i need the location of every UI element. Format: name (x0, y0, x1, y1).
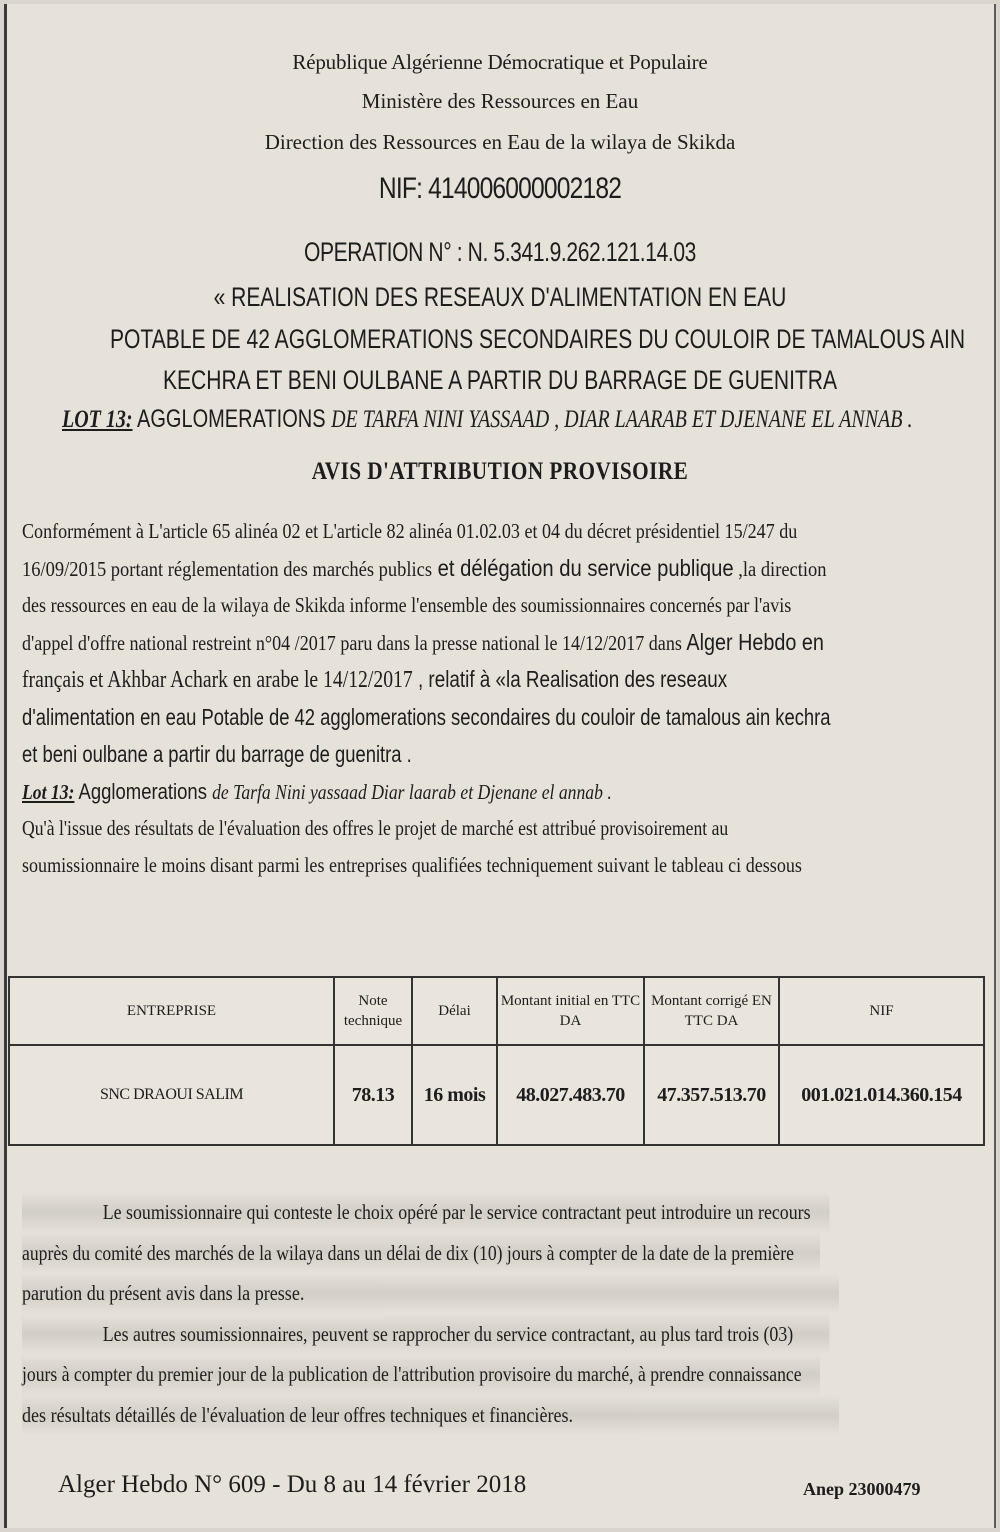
header-ministry: Ministère des Ressources en Eau (361, 89, 639, 113)
body-text: ,la direction (733, 556, 827, 581)
body-line (22, 661, 801, 699)
body-text: 16/09/2015 portant réglementation des marchés publics (22, 556, 433, 581)
col-header: Note technique (334, 977, 412, 1045)
closing-line (22, 1354, 820, 1395)
body-line (22, 624, 839, 662)
col-header: Délai (412, 977, 497, 1045)
title-line-1: « REALISATION DES RESEAUX D'ALIMENTATION EN EAU (213, 282, 787, 312)
header-nif: NIF: 414006000002182 (378, 172, 622, 205)
table-cell: 16 mois (412, 1045, 497, 1145)
body-line (22, 736, 782, 774)
lot-line (62, 405, 913, 434)
body-line (22, 587, 839, 624)
closing-text: Le soumissionnaire qui conteste le choix opéré par le service contractant peut introduire un recours (102, 1200, 811, 1224)
header-direction: Direction des Ressources en Eau de la wilaya de Skikda (264, 130, 736, 154)
header-republic: République Algérienne Démocratique et Populaire (292, 50, 708, 74)
lot-label: LOT 13: (62, 406, 133, 433)
body-line (22, 810, 820, 847)
table-header-row (9, 977, 984, 1045)
attribution-table (8, 976, 985, 1146)
body-text: soumissionnaire le moins disant parmi les entreprises qualifiées techniquement suivant le tableau ci dessous (22, 852, 802, 877)
body-text: Alger Hebdo en (686, 628, 824, 655)
table-row (9, 1045, 984, 1145)
col-header: NIF (779, 977, 984, 1045)
body-text: Qu'à l'issue des résultats de l'évaluation des offres le projet de marché est attribué provisoirement au (22, 816, 729, 840)
lot-places: DE TARFA NINI YASSAAD , DIAR LAARAB ET DJENANE EL ANNAB . (331, 406, 913, 433)
body-line (22, 513, 839, 550)
closing-text: des résultats détaillés de l'évaluation de leur offres techniques et financières. (22, 1402, 574, 1427)
body-line (22, 699, 831, 737)
body-text: d'appel d'offre national restreint n°04 /2017 paru dans la presse national le 14/12/2017 dans (22, 630, 687, 655)
col-header: Montant corrigé EN TTC DA (644, 977, 779, 1045)
body-text: et beni oulbane a partir du barrage de guenitra . (22, 741, 412, 767)
table-cell: 78.13 (334, 1045, 412, 1145)
body-text: d'alimentation en eau Potable de 42 agglomerations secondaires du couloir de tamalous ain kechra (22, 703, 831, 730)
body-line (22, 550, 858, 588)
title-line-3: KECHRA ET BENI OULBANE A PARTIR DU BARRAGE DE GUENITRA (162, 365, 838, 395)
closing-text: auprès du comité des marchés de la wilaya dans un délai de dix (10) jours à compter de la date de la première (22, 1240, 794, 1265)
operation-number: OPERATION N° : N. 5.341.9.262.121.14.03 (303, 237, 696, 267)
table-cell: 47.357.513.70 (644, 1045, 779, 1145)
anep-reference: Anep 23000479 (803, 1479, 921, 1499)
closing-text: jours à compter du premier jour de la publication de l'attribution provisoire du marché, à prendre connaissance (22, 1362, 802, 1386)
closing-paragraphs (22, 1192, 972, 1435)
closing-text: parution du présent avis dans la presse. (22, 1281, 305, 1305)
closing-text: Les autres soumissionnaires, peuvent se rapprocher du service contractant, au plus tard trois (03) (102, 1321, 794, 1346)
closing-line (22, 1395, 839, 1436)
publication-footer: Alger Hebdo N° 609 - Du 8 au 14 février 2018 (58, 1471, 527, 1498)
body-text: Conformément à L'article 65 alinéa 02 et L'article 82 alinéa 01.02.03 et 04 du décret présidentiel 15/247 du (22, 519, 798, 543)
closing-line (22, 1314, 830, 1355)
closing-line (22, 1273, 839, 1314)
notice-body (22, 513, 972, 883)
body-line (22, 774, 820, 811)
body-text: Lot 13: (22, 779, 75, 804)
body-line (22, 847, 839, 884)
closing-line (22, 1233, 820, 1274)
col-header: Montant initial en TTC DA (497, 977, 644, 1045)
closing-line (22, 1192, 830, 1233)
body-text: Agglomerations (74, 778, 213, 804)
body-text: des ressources en eau de la wilaya de Skikda informe l'ensemble des soumissionnaires concernés par l'avis (22, 593, 792, 617)
lot-text: AGGLOMERATIONS (132, 405, 332, 433)
body-text: et délégation du service publique (432, 554, 734, 581)
table-cell: 001.021.014.360.154 (779, 1045, 984, 1145)
col-header: ENTREPRISE (9, 977, 334, 1045)
body-text: , relatif à «la Realisation des reseaux (412, 666, 728, 692)
table-cell: SNC DRAOUI SALIM (9, 1045, 334, 1145)
table-cell: 48.027.483.70 (497, 1045, 644, 1145)
title-line-2: POTABLE DE 42 AGGLOMERATIONS SECONDAIRES DU COULOIR DE TAMALOUS AIN (110, 324, 966, 354)
body-text: français et Akhbar Achark en arabe le 14/12/2017 (22, 667, 413, 693)
avis-title: AVIS D'ATTRIBUTION PROVISOIRE (311, 458, 689, 485)
body-text: de Tarfa Nini yassaad Diar laarab et Djenane el annab . (212, 779, 612, 804)
